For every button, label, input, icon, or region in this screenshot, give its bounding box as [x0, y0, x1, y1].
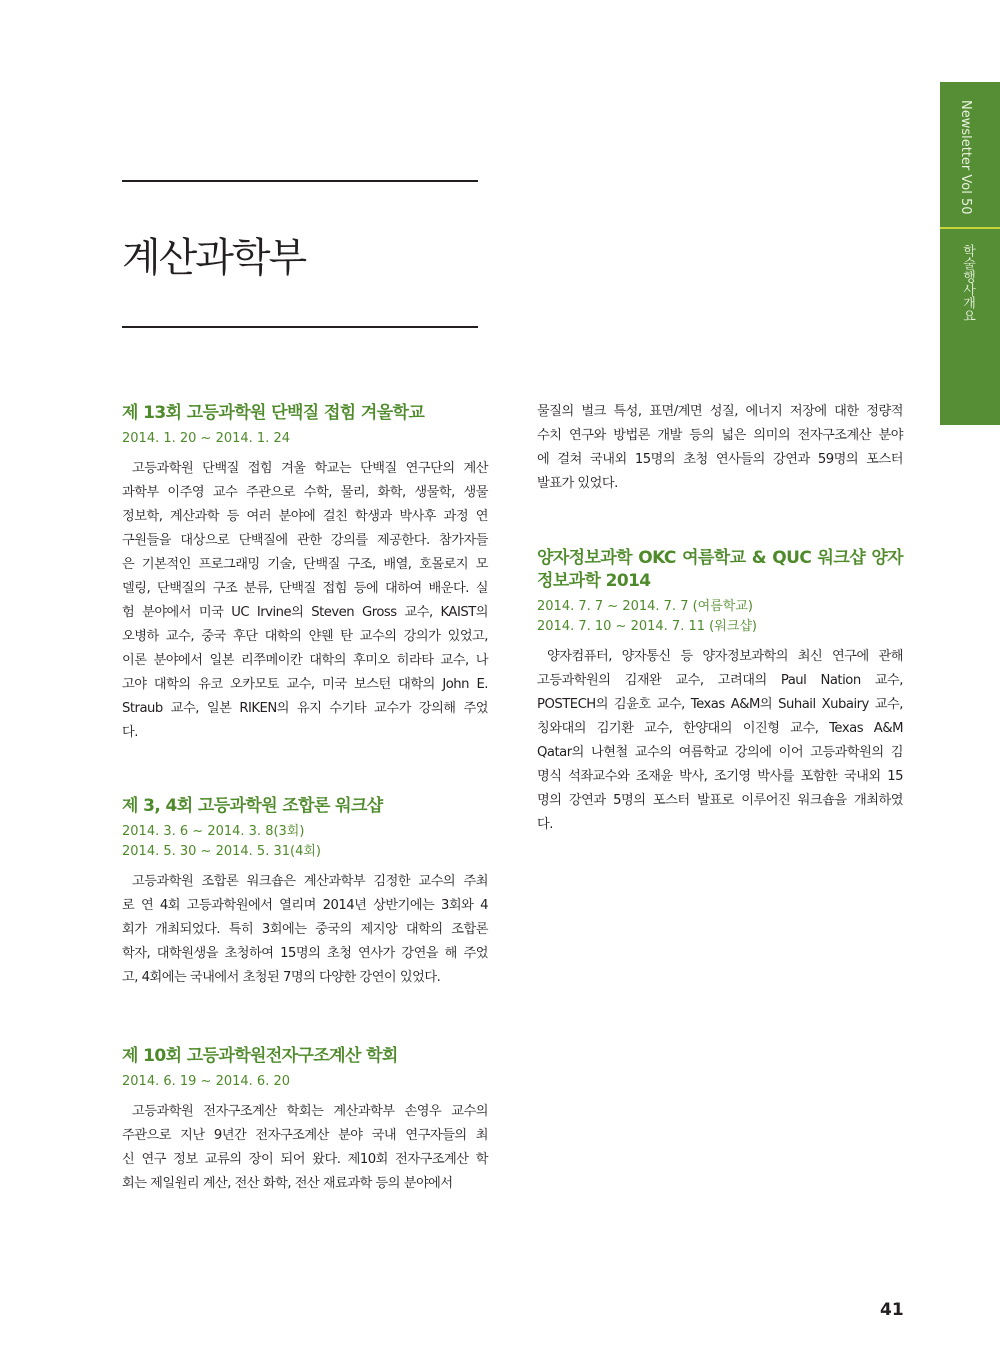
section-title-line: 정보과학 2014 — [537, 571, 651, 591]
section-date: 2014. 7. 10 ~ 2014. 7. 11 (워크샵) — [537, 619, 757, 634]
body-line: 명의 강연과 5명의 포스터 발표로 이루어진 워크숍을 개최하였 — [537, 793, 903, 808]
body-line: 양자컴퓨터, 양자통신 등 양자정보과학의 최신 연구에 관해 — [547, 649, 903, 664]
section-body — [122, 1100, 488, 1196]
body-line: 다. — [537, 817, 553, 832]
page-number: 41 — [880, 1300, 904, 1320]
body-line: 회는 제일원리 계산, 전산 화학, 전산 재료과학 등의 분야에서 — [122, 1176, 453, 1191]
body-line: 명식 석좌교수와 조재윤 박사, 조기영 박사를 포함한 국내외 15 — [537, 769, 903, 784]
body-line: 고, 4회에는 국내에서 초청된 7명의 다양한 강연이 있었다. — [122, 970, 441, 985]
body-line: 발표가 있었다. — [537, 476, 618, 491]
body-line: 칭와대의 김기환 교수, 한양대의 이진형 교수, Texas A&M — [537, 721, 903, 736]
section-title-line: 양자정보과학 OKC 여름학교 & QUC 워크샵 양자 — [537, 548, 903, 568]
body-line: 험 분야에서 미국 UC Irvine의 Steven Gross 교수, KAIST의 — [122, 605, 488, 620]
body-line: 은 기본적인 프로그래밍 기술, 단백질 구조, 배열, 호몰로지 모 — [122, 557, 488, 572]
body-line: 이론 분야에서 일본 리쭈메이칸 대학의 후미오 히라타 교수, 나 — [122, 653, 488, 668]
section-title: 제 13회 고등과학원 단백질 접힘 겨울학교 — [122, 403, 425, 423]
body-line: 정보학, 계산과학 등 여러 분야에 걸친 학생과 박사후 과정 연 — [122, 509, 488, 524]
section-title: 제 10회 고등과학원전자구조계산 학회 — [122, 1046, 398, 1066]
body-line: 구원들을 대상으로 단백질에 관한 강의를 제공한다. 참가자들 — [122, 533, 488, 548]
bottom-rule — [122, 326, 478, 328]
body-line: 신 연구 정보 교류의 장이 되어 왔다. 제10회 전자구조계산 학 — [122, 1152, 488, 1167]
section-date: 2014. 3. 6 ~ 2014. 3. 8(3회) — [122, 824, 305, 839]
body-line: 에 걸쳐 국내외 15명의 초청 연사들의 강연과 59명의 포스터 — [537, 452, 903, 467]
body-line: 델링, 단백질의 구조 분류, 단백질 접힘 등에 대하여 배운다. 실 — [122, 581, 488, 596]
section-date: 2014. 1. 20 ~ 2014. 1. 24 — [122, 431, 291, 446]
body-line: 다. — [122, 725, 138, 740]
body-line: 오병하 교수, 중국 후단 대학의 얀웬 탄 교수의 강의가 있었고, — [122, 629, 488, 644]
page-title: 계산과학부 — [122, 235, 306, 281]
section-quantum-info — [537, 547, 903, 837]
body-line: 로 연 4회 고등과학원에서 열리며 2014년 상반기에는 3회와 4 — [122, 898, 488, 913]
body-line: 고등과학원의 김재완 교수, 고려대의 Paul Nation 교수, — [537, 673, 903, 688]
section-body — [537, 645, 903, 837]
section-body — [122, 457, 488, 745]
top-rule — [122, 180, 478, 182]
body-line: 수치 연구와 방법론 개발 등의 넓은 의미의 전자구조계산 분야 — [537, 428, 903, 443]
section-date: 2014. 6. 19 ~ 2014. 6. 20 — [122, 1074, 291, 1089]
body-line: 고등과학원 전자구조계산 학회는 계산과학부 손영우 교수의 — [132, 1104, 488, 1119]
newsletter-label: Newsletter Vol 50 — [958, 100, 973, 215]
section-protein-winter-school — [122, 402, 488, 745]
body-line: Straub 교수, 일본 RIKEN의 유지 수기타 교수가 강의해 주었 — [122, 701, 488, 716]
section-label: 학술행사개요 — [960, 244, 975, 322]
body-line: 고등과학원 단백질 접힘 겨울 학교는 단백질 연구단의 계산 — [132, 461, 488, 476]
body-line: 회가 개최되었다. 특히 3회에는 중국의 제지앙 대학의 조합론 — [122, 922, 488, 937]
tab-divider — [940, 227, 1000, 229]
section-electronic-structure-conference — [122, 1045, 488, 1196]
section-title: 제 3, 4회 고등과학원 조합론 워크샵 — [122, 796, 383, 816]
body-line: 물질의 벌크 특성, 표면/계면 성질, 에너지 저장에 대한 정량적 — [537, 404, 903, 419]
side-tab — [940, 82, 1000, 425]
body-line: 학자, 대학원생을 초청하여 15명의 초청 연사가 강연을 해 주었 — [122, 946, 488, 961]
body-line: 고야 대학의 유코 오카모토 교수, 미국 보스턴 대학의 John E. — [122, 677, 488, 692]
body-line: 주관으로 지난 9년간 전자구조계산 분야 국내 연구자들의 최 — [122, 1128, 488, 1143]
section-continued — [537, 400, 903, 496]
section-date: 2014. 5. 30 ~ 2014. 5. 31(4회) — [122, 844, 321, 859]
section-combinatorics-workshop — [122, 795, 488, 990]
body-line: 고등과학원 조합론 워크숍은 계산과학부 김정한 교수의 주최 — [132, 874, 488, 889]
body-line: Qatar의 나현철 교수의 여름학교 강의에 이어 고등과학원의 김 — [537, 745, 903, 760]
section-body-continued — [537, 400, 903, 496]
section-date: 2014. 7. 7 ~ 2014. 7. 7 (여름학교) — [537, 599, 753, 614]
section-body — [122, 870, 488, 990]
body-line: 과학부 이주영 교수 주관으로 수학, 물리, 화학, 생물학, 생물 — [122, 485, 488, 500]
body-line: POSTECH의 김윤호 교수, Texas A&M의 Suhail Xubairy 교수, — [537, 697, 903, 712]
